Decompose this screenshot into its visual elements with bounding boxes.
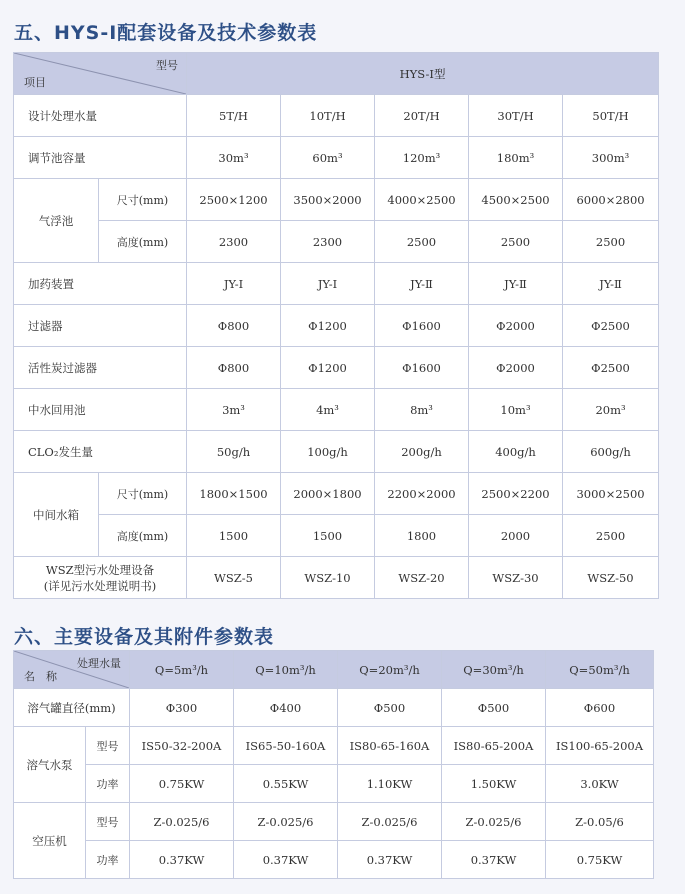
cell: 6000×2800 — [563, 179, 659, 221]
cell: 2500 — [375, 221, 469, 263]
cell: IS80-65-200A — [442, 727, 546, 765]
table-row — [14, 305, 659, 347]
cell: 2500 — [563, 221, 659, 263]
table-row — [14, 53, 659, 95]
column-header: Q=5m³/h — [130, 651, 234, 689]
section-title-2: 六、主要设备及其附件参数表 — [14, 626, 275, 648]
row-label: CLO₂发生量 — [14, 431, 187, 473]
cell: Φ1200 — [281, 305, 375, 347]
cell: 100g/h — [281, 431, 375, 473]
cell: 5T/H — [187, 95, 281, 137]
cell: 2500 — [469, 221, 563, 263]
cell: 4000×2500 — [375, 179, 469, 221]
sub-label: 功率 — [86, 841, 130, 879]
row-group-label: 溶气水泵 — [14, 727, 86, 803]
row-label — [14, 557, 187, 599]
cell: WSZ-5 — [187, 557, 281, 599]
cell: 1800×1500 — [187, 473, 281, 515]
cell: 200g/h — [375, 431, 469, 473]
cell: 400g/h — [469, 431, 563, 473]
cell: 600g/h — [563, 431, 659, 473]
cell: WSZ-10 — [281, 557, 375, 599]
row-label: 溶气罐直径(mm) — [14, 689, 130, 727]
cell: WSZ-30 — [469, 557, 563, 599]
cell: WSZ-20 — [375, 557, 469, 599]
cell: 2200×2000 — [375, 473, 469, 515]
table-row — [14, 179, 659, 221]
cell: 3m³ — [187, 389, 281, 431]
cell: Φ800 — [187, 305, 281, 347]
cell: 2000×1800 — [281, 473, 375, 515]
cell: JY-Ⅰ — [281, 263, 375, 305]
table-row — [14, 689, 654, 727]
cell: IS50-32-200A — [130, 727, 234, 765]
sub-label: 功率 — [86, 765, 130, 803]
equipment-spec-table — [13, 650, 654, 879]
table-row — [14, 841, 654, 879]
sub-label: 尺寸(mm) — [99, 179, 187, 221]
sub-label: 高度(mm) — [99, 221, 187, 263]
cell: 120m³ — [375, 137, 469, 179]
cell: WSZ-50 — [563, 557, 659, 599]
cell: 8m³ — [375, 389, 469, 431]
table-row — [14, 221, 659, 263]
sub-label: 型号 — [86, 727, 130, 765]
corner-header — [14, 53, 187, 95]
corner-bottom-label: 项目 — [24, 76, 46, 89]
cell: 0.37KW — [234, 841, 338, 879]
corner-top-label: 处理水量 — [77, 657, 121, 670]
cell: 1.10KW — [338, 765, 442, 803]
row-label: 过滤器 — [14, 305, 187, 347]
cell: 300m³ — [563, 137, 659, 179]
cell: IS65-50-160A — [234, 727, 338, 765]
cell: Z-0.025/6 — [130, 803, 234, 841]
cell: 2300 — [187, 221, 281, 263]
table-row — [14, 803, 654, 841]
wsz-label-line2: (详见污水处理说明书) — [43, 578, 157, 593]
cell: 20m³ — [563, 389, 659, 431]
table-row — [14, 137, 659, 179]
cell: 30T/H — [469, 95, 563, 137]
cell: 180m³ — [469, 137, 563, 179]
cell: Φ2000 — [469, 347, 563, 389]
cell: 0.37KW — [338, 841, 442, 879]
cell: 2500×2200 — [469, 473, 563, 515]
cell: 30m³ — [187, 137, 281, 179]
cell: Z-0.025/6 — [338, 803, 442, 841]
cell: 4m³ — [281, 389, 375, 431]
cell: JY-Ⅱ — [469, 263, 563, 305]
cell: Φ2500 — [563, 305, 659, 347]
table-row — [14, 557, 659, 599]
sub-label: 高度(mm) — [99, 515, 187, 557]
column-header: Q=30m³/h — [442, 651, 546, 689]
cell: 0.37KW — [442, 841, 546, 879]
cell: Φ300 — [130, 689, 234, 727]
cell: 1500 — [281, 515, 375, 557]
cell: Φ400 — [234, 689, 338, 727]
cell: 2000 — [469, 515, 563, 557]
table-row — [14, 515, 659, 557]
model-header: HYS-Ⅰ型 — [187, 53, 659, 95]
corner-top-label: 型号 — [156, 59, 178, 72]
hys-spec-table — [13, 52, 659, 599]
cell: 1.50KW — [442, 765, 546, 803]
table-row — [14, 347, 659, 389]
cell: 0.75KW — [130, 765, 234, 803]
cell: 1500 — [187, 515, 281, 557]
cell: 0.55KW — [234, 765, 338, 803]
cell: Φ1200 — [281, 347, 375, 389]
row-group-label: 气浮池 — [14, 179, 99, 263]
cell: Z-0.025/6 — [442, 803, 546, 841]
cell: 3500×2000 — [281, 179, 375, 221]
row-label: 加药装置 — [14, 263, 187, 305]
row-label: 中水回用池 — [14, 389, 187, 431]
cell: 50g/h — [187, 431, 281, 473]
row-label: 调节池容量 — [14, 137, 187, 179]
cell: Φ600 — [546, 689, 654, 727]
cell: Φ2000 — [469, 305, 563, 347]
cell: 0.75KW — [546, 841, 654, 879]
row-group-label: 空压机 — [14, 803, 86, 879]
corner-bottom-label: 名 称 — [24, 670, 57, 683]
cell: 10T/H — [281, 95, 375, 137]
cell: 0.37KW — [130, 841, 234, 879]
cell: JY-Ⅰ — [187, 263, 281, 305]
cell: 2500×1200 — [187, 179, 281, 221]
cell: 1800 — [375, 515, 469, 557]
table-row — [14, 473, 659, 515]
cell: Φ1600 — [375, 347, 469, 389]
table-row — [14, 431, 659, 473]
table-row — [14, 389, 659, 431]
table-row — [14, 263, 659, 305]
cell: 3.0KW — [546, 765, 654, 803]
cell: 10m³ — [469, 389, 563, 431]
cell: Φ500 — [442, 689, 546, 727]
table-row — [14, 95, 659, 137]
cell: 4500×2500 — [469, 179, 563, 221]
column-header: Q=20m³/h — [338, 651, 442, 689]
cell: Z-0.05/6 — [546, 803, 654, 841]
table-row — [14, 651, 654, 689]
cell: IS80-65-160A — [338, 727, 442, 765]
cell: Φ800 — [187, 347, 281, 389]
row-label: 设计处理水量 — [14, 95, 187, 137]
row-group-label: 中间水箱 — [14, 473, 99, 557]
section-title-1: 五、HYS-Ⅰ配套设备及技术参数表 — [14, 22, 318, 44]
table-row — [14, 727, 654, 765]
cell: IS100-65-200A — [546, 727, 654, 765]
row-label: 活性炭过滤器 — [14, 347, 187, 389]
cell: 50T/H — [563, 95, 659, 137]
cell: 20T/H — [375, 95, 469, 137]
cell: 60m³ — [281, 137, 375, 179]
cell: Φ500 — [338, 689, 442, 727]
cell: Φ2500 — [563, 347, 659, 389]
cell: Φ1600 — [375, 305, 469, 347]
cell: 2300 — [281, 221, 375, 263]
column-header: Q=10m³/h — [234, 651, 338, 689]
table-row — [14, 765, 654, 803]
cell: 2500 — [563, 515, 659, 557]
sub-label: 型号 — [86, 803, 130, 841]
corner-header — [14, 651, 130, 689]
cell: Z-0.025/6 — [234, 803, 338, 841]
sub-label: 尺寸(mm) — [99, 473, 187, 515]
column-header: Q=50m³/h — [546, 651, 654, 689]
cell: JY-Ⅱ — [563, 263, 659, 305]
cell: JY-Ⅱ — [375, 263, 469, 305]
wsz-label-line1: WSZ型污水处理设备 — [45, 562, 155, 577]
cell: 3000×2500 — [563, 473, 659, 515]
